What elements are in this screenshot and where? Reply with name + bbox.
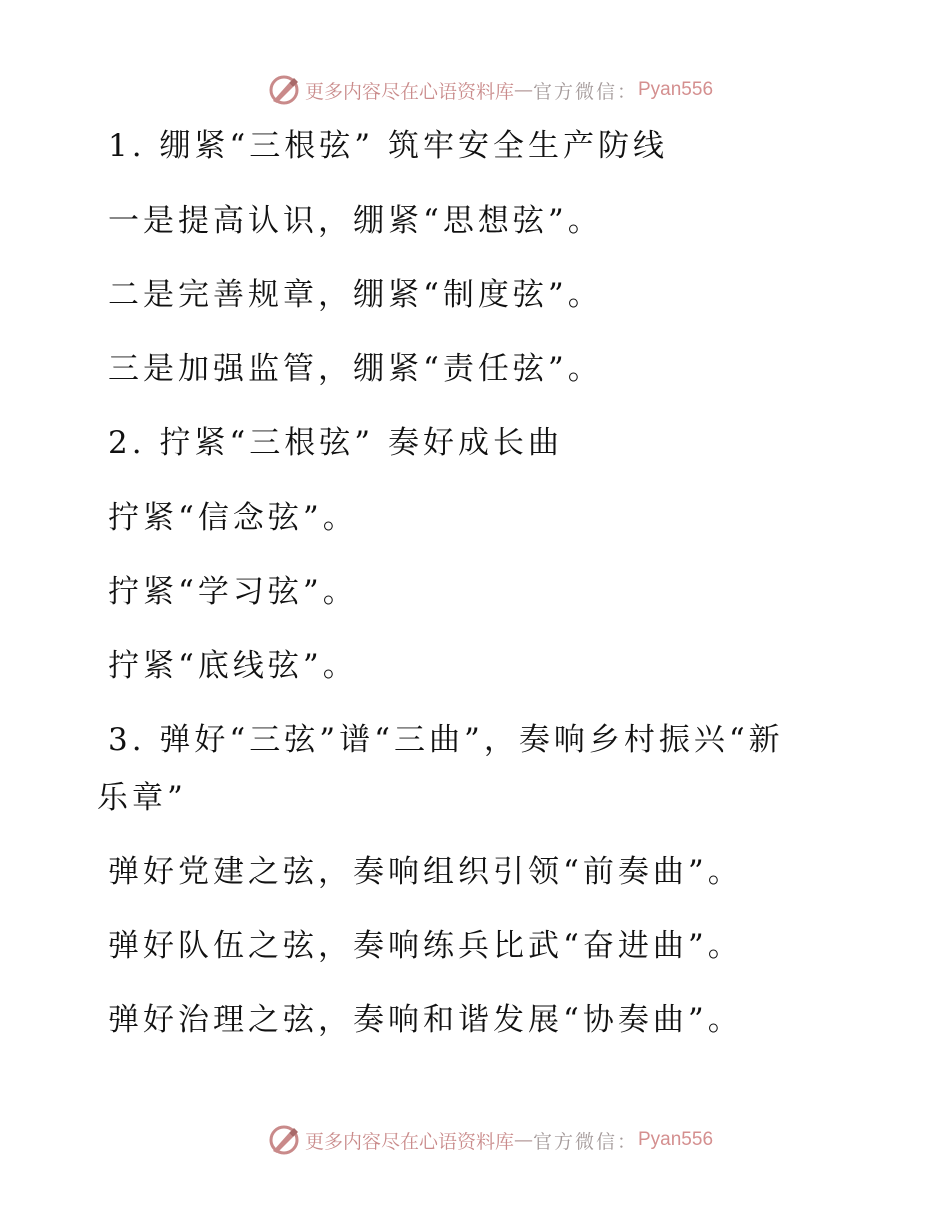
footer-watermark	[0, 1120, 950, 1160]
section-heading-2: 2. 拧紧“三根弦” 奏好成长曲	[108, 425, 563, 461]
watermark-main-text: 更多内容尽在心语资料库	[304, 80, 514, 103]
watermark-wechat-id: Pyan556	[638, 79, 714, 100]
section-heading-3-continuation: 乐章”	[97, 780, 187, 816]
paragraph-line: 二是完善规章，绷紧“制度弦”。	[108, 277, 603, 313]
paragraph-line: 拧紧“底线弦”。	[108, 648, 358, 684]
section-heading-1: 1. 绷紧“三根弦” 筑牢安全生产防线	[108, 128, 668, 164]
watermark-wechat-label: 官方微信：	[532, 80, 638, 103]
watermark-wechat-label: 官方微信：	[532, 1130, 638, 1153]
paragraph-line: 拧紧“学习弦”。	[108, 574, 358, 610]
paragraph-line: 一是提高认识，绷紧“思想弦”。	[108, 203, 603, 239]
section-heading-3: 3. 弹好“三弦”谱“三曲”，奏响乡村振兴“新	[108, 722, 784, 758]
paragraph-line: 弹好治理之弦，奏响和谐发展“协奏曲”。	[108, 1002, 743, 1038]
paragraph-line: 拧紧“信念弦”。	[108, 500, 358, 536]
watermark-wechat-id: Pyan556	[638, 1129, 714, 1150]
watermark-main-text: 更多内容尽在心语资料库	[304, 1130, 514, 1153]
watermark-dash: —	[513, 79, 533, 101]
header-watermark	[0, 70, 950, 110]
watermark-dash: —	[513, 1129, 533, 1151]
pen-logo-icon	[267, 73, 301, 107]
paragraph-line: 三是加强监管，绷紧“责任弦”。	[108, 351, 603, 387]
pen-logo-icon	[267, 1123, 301, 1157]
paragraph-line: 弹好党建之弦，奏响组织引领“前奏曲”。	[108, 854, 743, 890]
paragraph-line: 弹好队伍之弦，奏响练兵比武“奋进曲”。	[108, 928, 743, 964]
